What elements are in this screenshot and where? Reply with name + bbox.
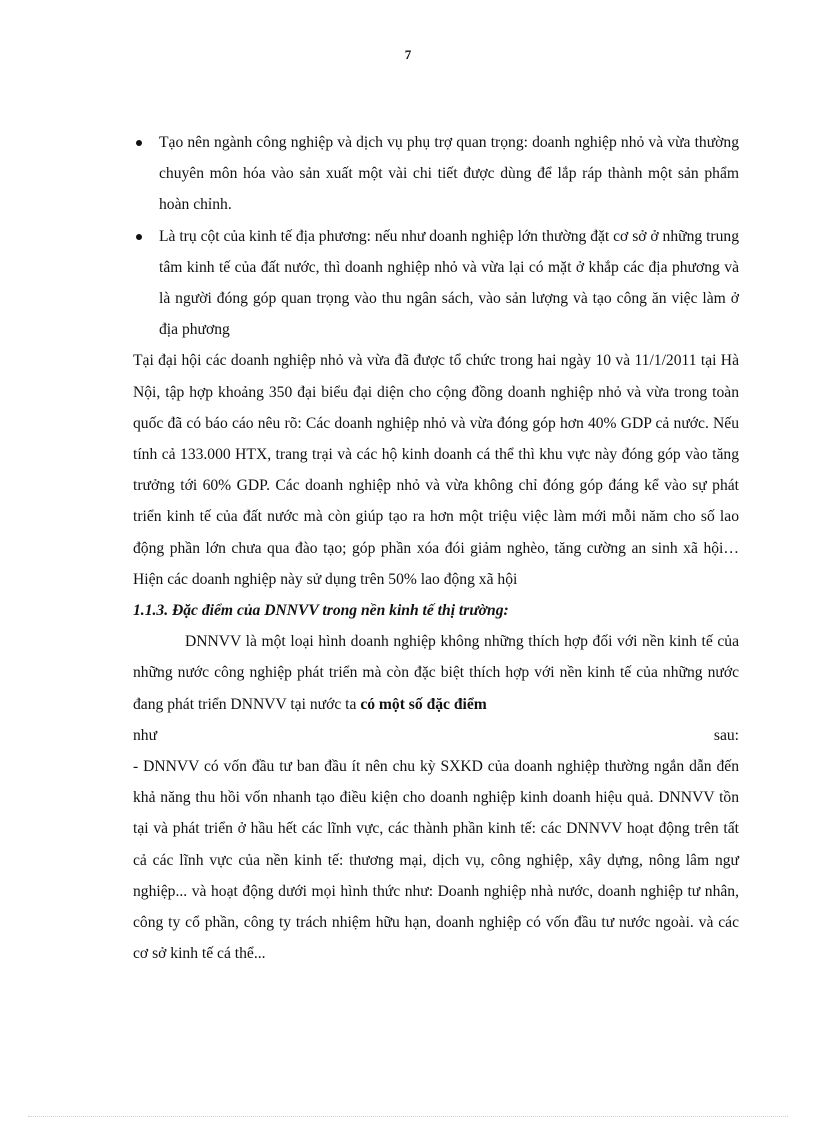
paragraph-characteristics-bold: có một số đặc điểm: [360, 695, 487, 713]
paragraph-conference: Tại đại hội các doanh nghiệp nhỏ và vừa đã được tổ chức trong hai ngày 10 và 11/1/2011 tại Hà Nội, tập hợp khoảng 350 đại biểu đại diện cho cộng đồng doanh nghiệp nhỏ và vừa trong toàn quốc đã có báo cáo nêu rõ: Các doanh nghiệp nhỏ và vừa đóng góp hơn 40% GDP cả nước. Nếu tính cả 133.000 HTX, trang trại và các hộ kinh doanh cá thể thì khu vực này đóng góp vào tăng trưởng tới 60% GDP. Các doanh nghiệp nhỏ và vừa không chỉ đóng góp đáng kể vào sự phát triển kinh tế của đất nước mà còn giúp tạo ra hơn một triệu việc làm mới mỗi năm cho số lao động phần lớn chưa qua đào tạo; góp phần xóa đói giảm nghèo, tăng cường an sinh xã hội… Hiện các doanh nghiệp này sử dụng trên 50% lao động xã hội: [133, 352, 739, 588]
bullet-list: [133, 127, 739, 345]
paragraph-capital: - DNNVV có vốn đầu tư ban đầu ít nên chu kỳ SXKD của doanh nghiệp thường ngắn dẫn đến khả năng thu hồi vốn nhanh tạo điều kiện cho doanh nghiệp kinh doanh hiệu quả. DNNVV tồn tại và phát triển ở hầu hết các lĩnh vực, các thành phần kinh tế: các DNNVV hoạt động trên tất cả các lĩnh vực của nền kinh tế: thương mại, dịch vụ, công nghiệp, xây dựng, nông lâm ngư nghiệp... và hoạt động dưới mọi hình thức như: Doanh nghiệp nhà nước, doanh nghiệp tư nhân, công ty cổ phần, công ty trách nhiệm hữu hạn, doanh nghiệp có vốn đầu tư nước ngoài. và các cơ sở kinh tế cá thể...: [133, 758, 739, 963]
paragraph-characteristics: [133, 626, 739, 720]
section-heading: 1.1.3. Đặc điểm của DNNVV trong nền kinh tế thị trường:: [133, 602, 509, 620]
bullet-text: Tạo nên ngành công nghiệp và dịch vụ phụ trợ quan trọng: doanh nghiệp nhỏ và vừa thường chuyên môn hóa vào sản xuất một vài chi tiết được dùng để lắp ráp thành một sản phẩm hoàn chỉnh.: [159, 134, 739, 214]
bullet-item: [133, 127, 739, 221]
bullet-icon: [136, 140, 142, 146]
bullet-text: Là trụ cột của kinh tế địa phương: nếu như doanh nghiệp lớn thường đặt cơ sở ở những trung tâm kinh tế của đất nước, thì doanh nghiệp nhỏ và vừa lại có mặt ở khắp các địa phương và là người đóng góp quan trọng vào thu ngân sách, vào sản lượng và tạo công ăn việc làm ở địa phương: [159, 227, 740, 339]
bullet-item: [133, 221, 739, 346]
page-bottom-border: [28, 1116, 788, 1117]
paragraph-characteristics-last-line: [133, 720, 739, 751]
paragraph-characteristics-text: DNNVV là một loại hình doanh nghiệp không những thích hợp đối với nền kinh tế của những nước công nghiệp phát triển mà còn đặc biệt thích hợp với nền kinh tế của những nước đang phát triển DNNVV tại nước ta: [133, 633, 739, 713]
last-line-right: sau:: [713, 726, 739, 744]
document-body: [133, 127, 739, 969]
bullet-icon: [136, 234, 142, 240]
page-number: 7: [404, 47, 412, 62]
last-line-left: như: [133, 726, 158, 744]
